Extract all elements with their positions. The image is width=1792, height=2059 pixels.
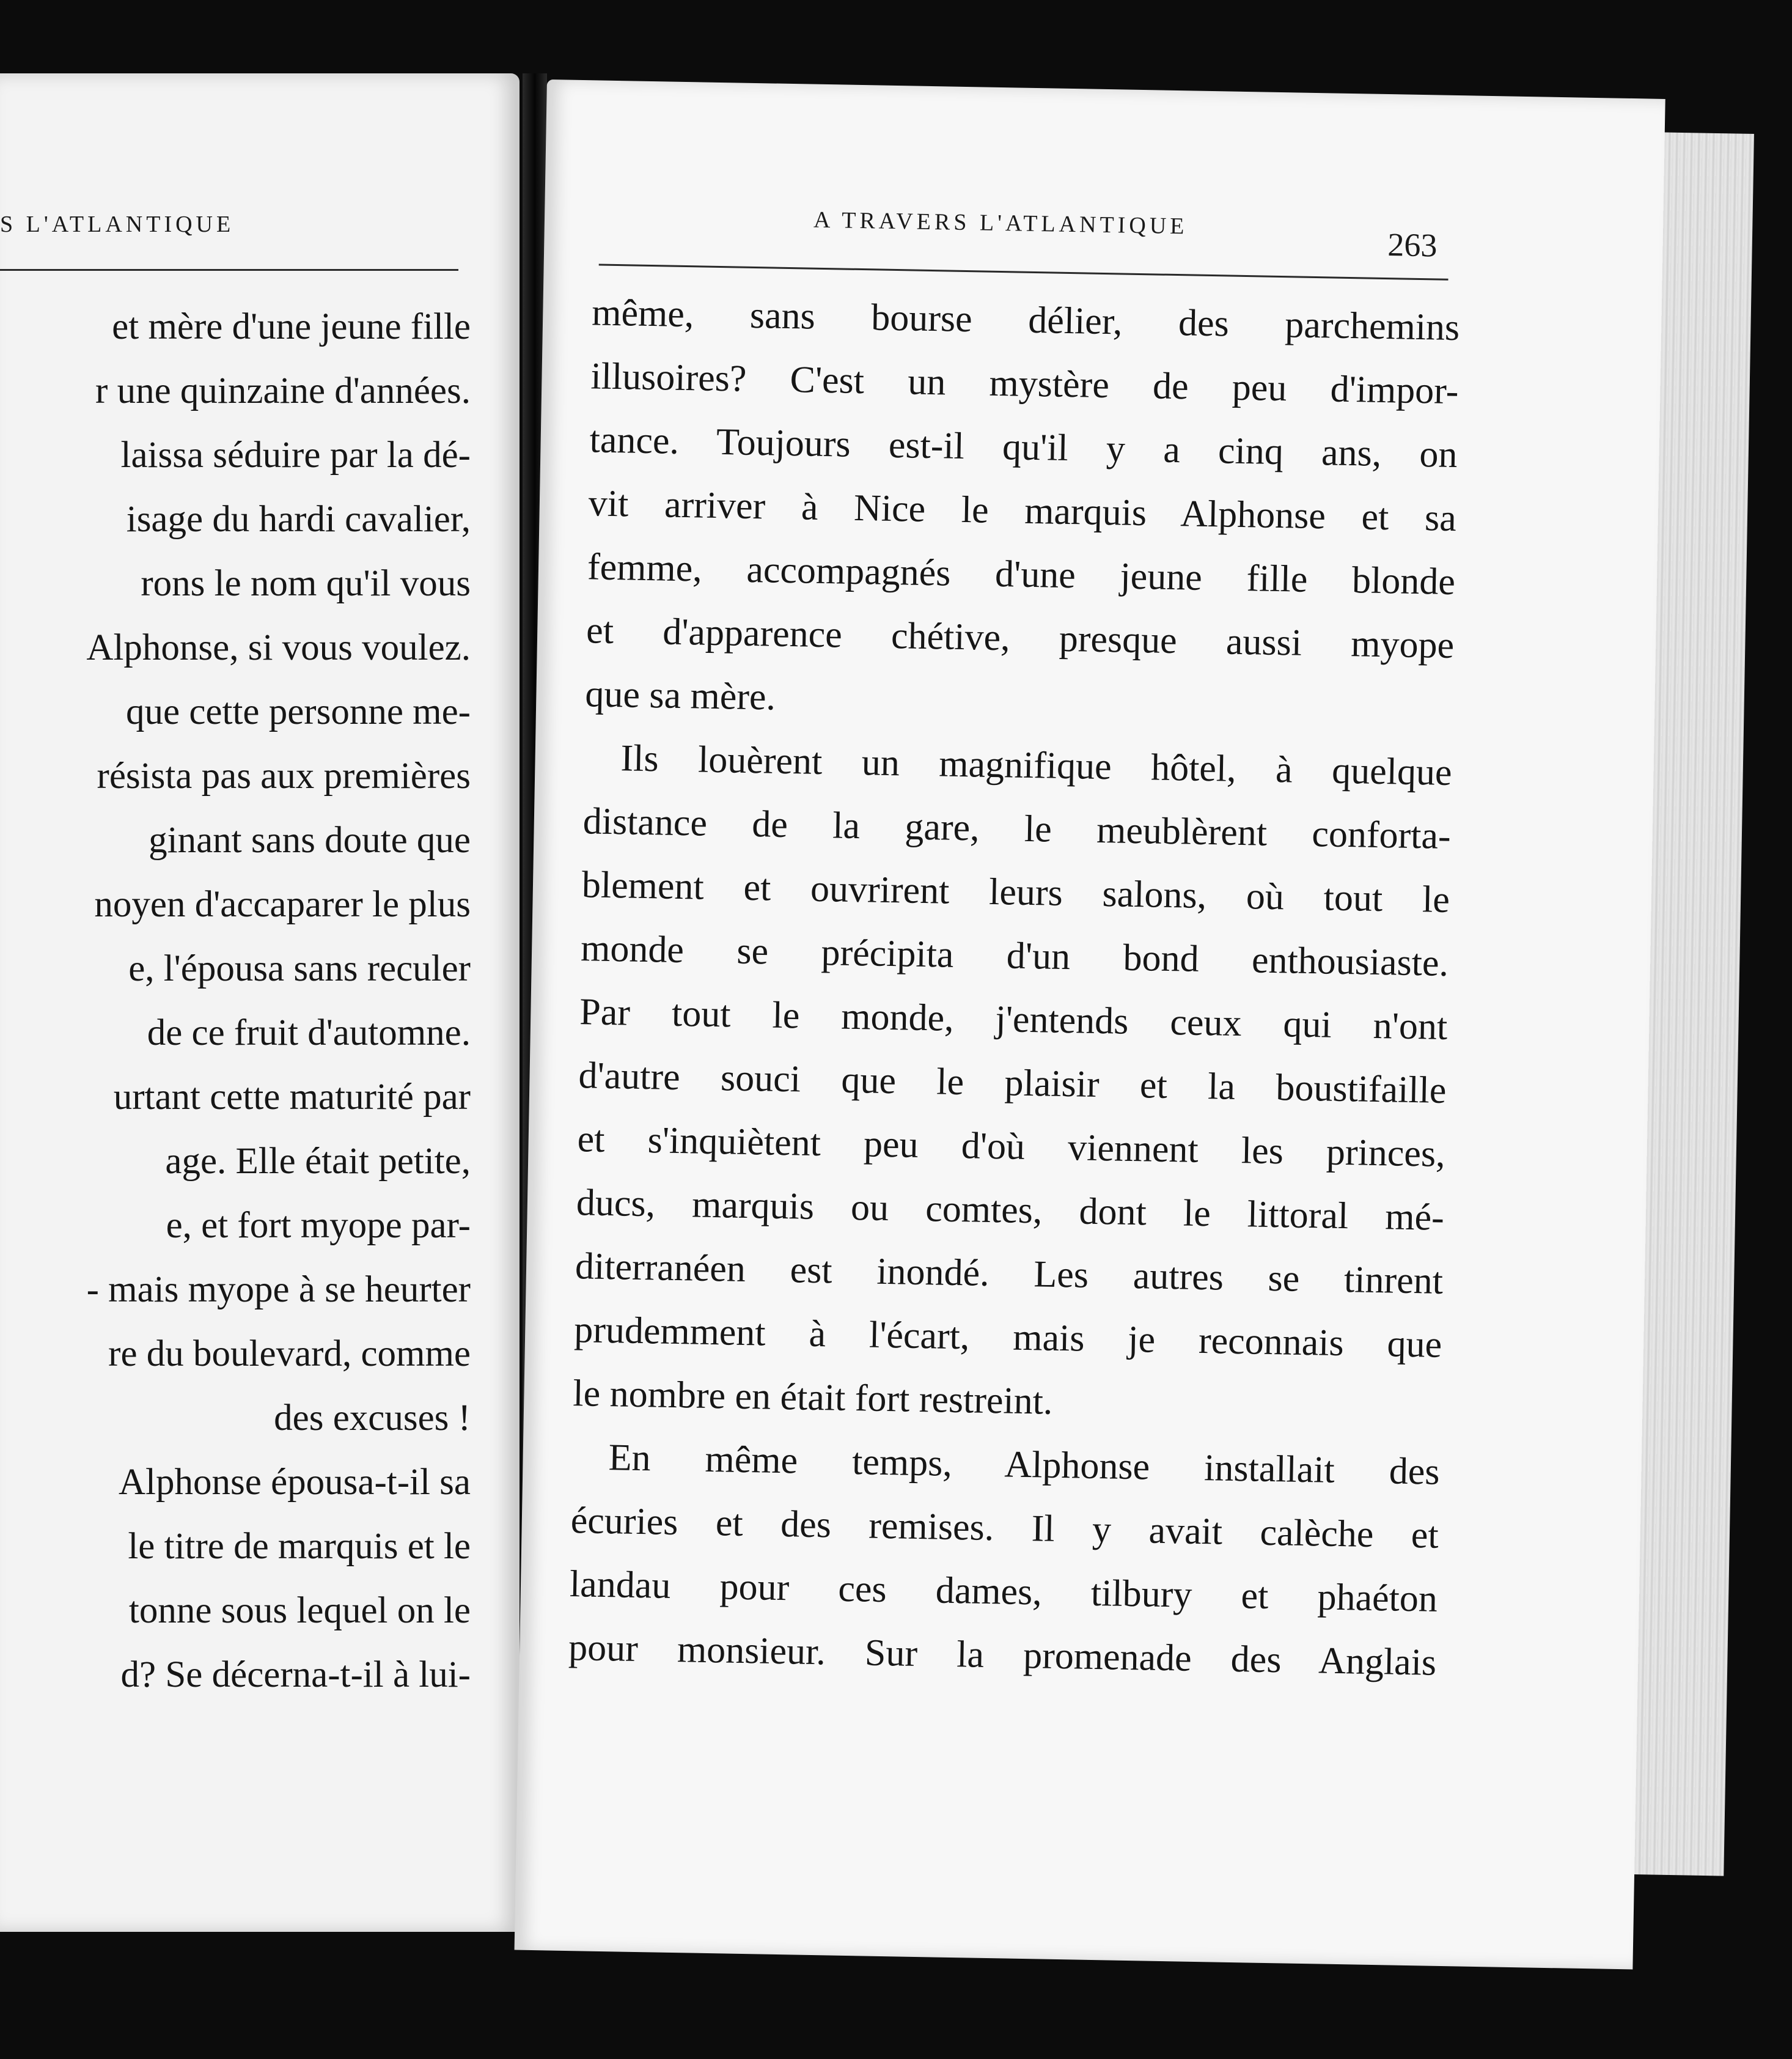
text-line: pour monsieur. Sur la promenade des Anglais — [568, 1627, 1437, 1684]
left-running-head: S L'ATLANTIQUE — [0, 212, 235, 237]
text-line: illusoires? C'est un mystère de peu d'impor- — [590, 355, 1459, 413]
text-line: que cette personne me- — [126, 691, 471, 732]
text-line: noyen d'accaparer le plus — [94, 884, 471, 925]
text-line: urtant cette maturité par — [113, 1077, 471, 1118]
left-header-rule — [0, 269, 458, 271]
text-line: - mais myope à se heurter — [86, 1269, 471, 1310]
text-line: tonne sous lequel on le — [128, 1590, 471, 1631]
text-line: age. Elle était petite, — [165, 1141, 471, 1182]
text-line: ducs, marquis ou comtes, dont le littoral mé- — [576, 1182, 1445, 1239]
text-line: d'autre souci que le plaisir et la boustifaille — [578, 1055, 1447, 1111]
text-line: Ils louèrent un magnifique hôtel, à quelque — [620, 737, 1453, 794]
text-line: diterranéen est inondé. Les autres se tinrent — [575, 1245, 1444, 1302]
text-line: rons le nom qu'il vous — [141, 563, 471, 604]
text-line: e, l'épousa sans reculer — [128, 948, 471, 989]
text-line: isage du hardi cavalier, — [126, 499, 471, 540]
text-line: et d'apparence chétive, presque aussi myope — [586, 610, 1455, 667]
left-text-block — [0, 306, 471, 1773]
text-line: En même temps, Alphonse installait des — [608, 1437, 1441, 1493]
text-line: ginant sans doute que — [149, 820, 471, 861]
text-line: écuries et des remises. Il y avait calèche et — [570, 1500, 1439, 1556]
text-line: que sa mère. — [584, 673, 776, 718]
right-header-rule — [599, 264, 1449, 281]
text-line: Alphonse épousa-t-il sa — [119, 1462, 471, 1503]
text-line: le nombre en était fort restreint. — [572, 1372, 1054, 1423]
right-text-block — [566, 291, 1460, 1803]
text-line: et s'inquiètent peu d'où viennent les princes, — [577, 1118, 1446, 1175]
text-line: même, sans bourse délier, des parchemins — [591, 292, 1460, 349]
text-line: Alphonse, si vous voulez. — [86, 627, 471, 668]
text-line: femme, accompagnés d'une jeune fille blonde — [587, 546, 1456, 603]
text-line: prudemment à l'écart, mais je reconnais que — [573, 1309, 1442, 1366]
text-line: tance. Toujours est-il qu'il y a cinq ans, on — [589, 419, 1458, 476]
text-line: monde se précipita d'un bond enthousiaste. — [580, 927, 1449, 984]
text-line: et mère d'une jeune fille — [112, 306, 471, 347]
text-line: landau pour ces dames, tilbury et phaéton — [569, 1563, 1438, 1620]
text-line: résista pas aux premières — [97, 756, 471, 797]
left-page — [0, 73, 520, 1932]
text-line: vit arriver à Nice le marquis Alphonse et sa — [588, 482, 1457, 540]
text-line: r une quinzaine d'années. — [95, 370, 471, 411]
text-line: Par tout le monde, j'entends ceux qui n'ont — [579, 991, 1448, 1048]
text-line: des excuses ! — [274, 1398, 471, 1438]
text-line: laissa séduire par la dé- — [120, 435, 471, 476]
text-line: d? Se décerna-t-il à lui- — [120, 1654, 471, 1695]
text-line: le titre de marquis et le — [128, 1526, 471, 1567]
text-line: blement et ouvrirent leurs salons, où tout le — [581, 864, 1450, 921]
page-number: 263 — [1387, 226, 1438, 264]
text-line: re du boulevard, comme — [108, 1333, 471, 1374]
text-line: e, et fort myope par- — [166, 1205, 471, 1246]
text-line: de ce fruit d'automne. — [147, 1012, 471, 1053]
right-running-head: A TRAVERS L'ATLANTIQUE — [813, 207, 1188, 240]
right-page — [515, 79, 1665, 1969]
text-line: distance de la gare, le meublèrent conforta- — [582, 800, 1452, 857]
